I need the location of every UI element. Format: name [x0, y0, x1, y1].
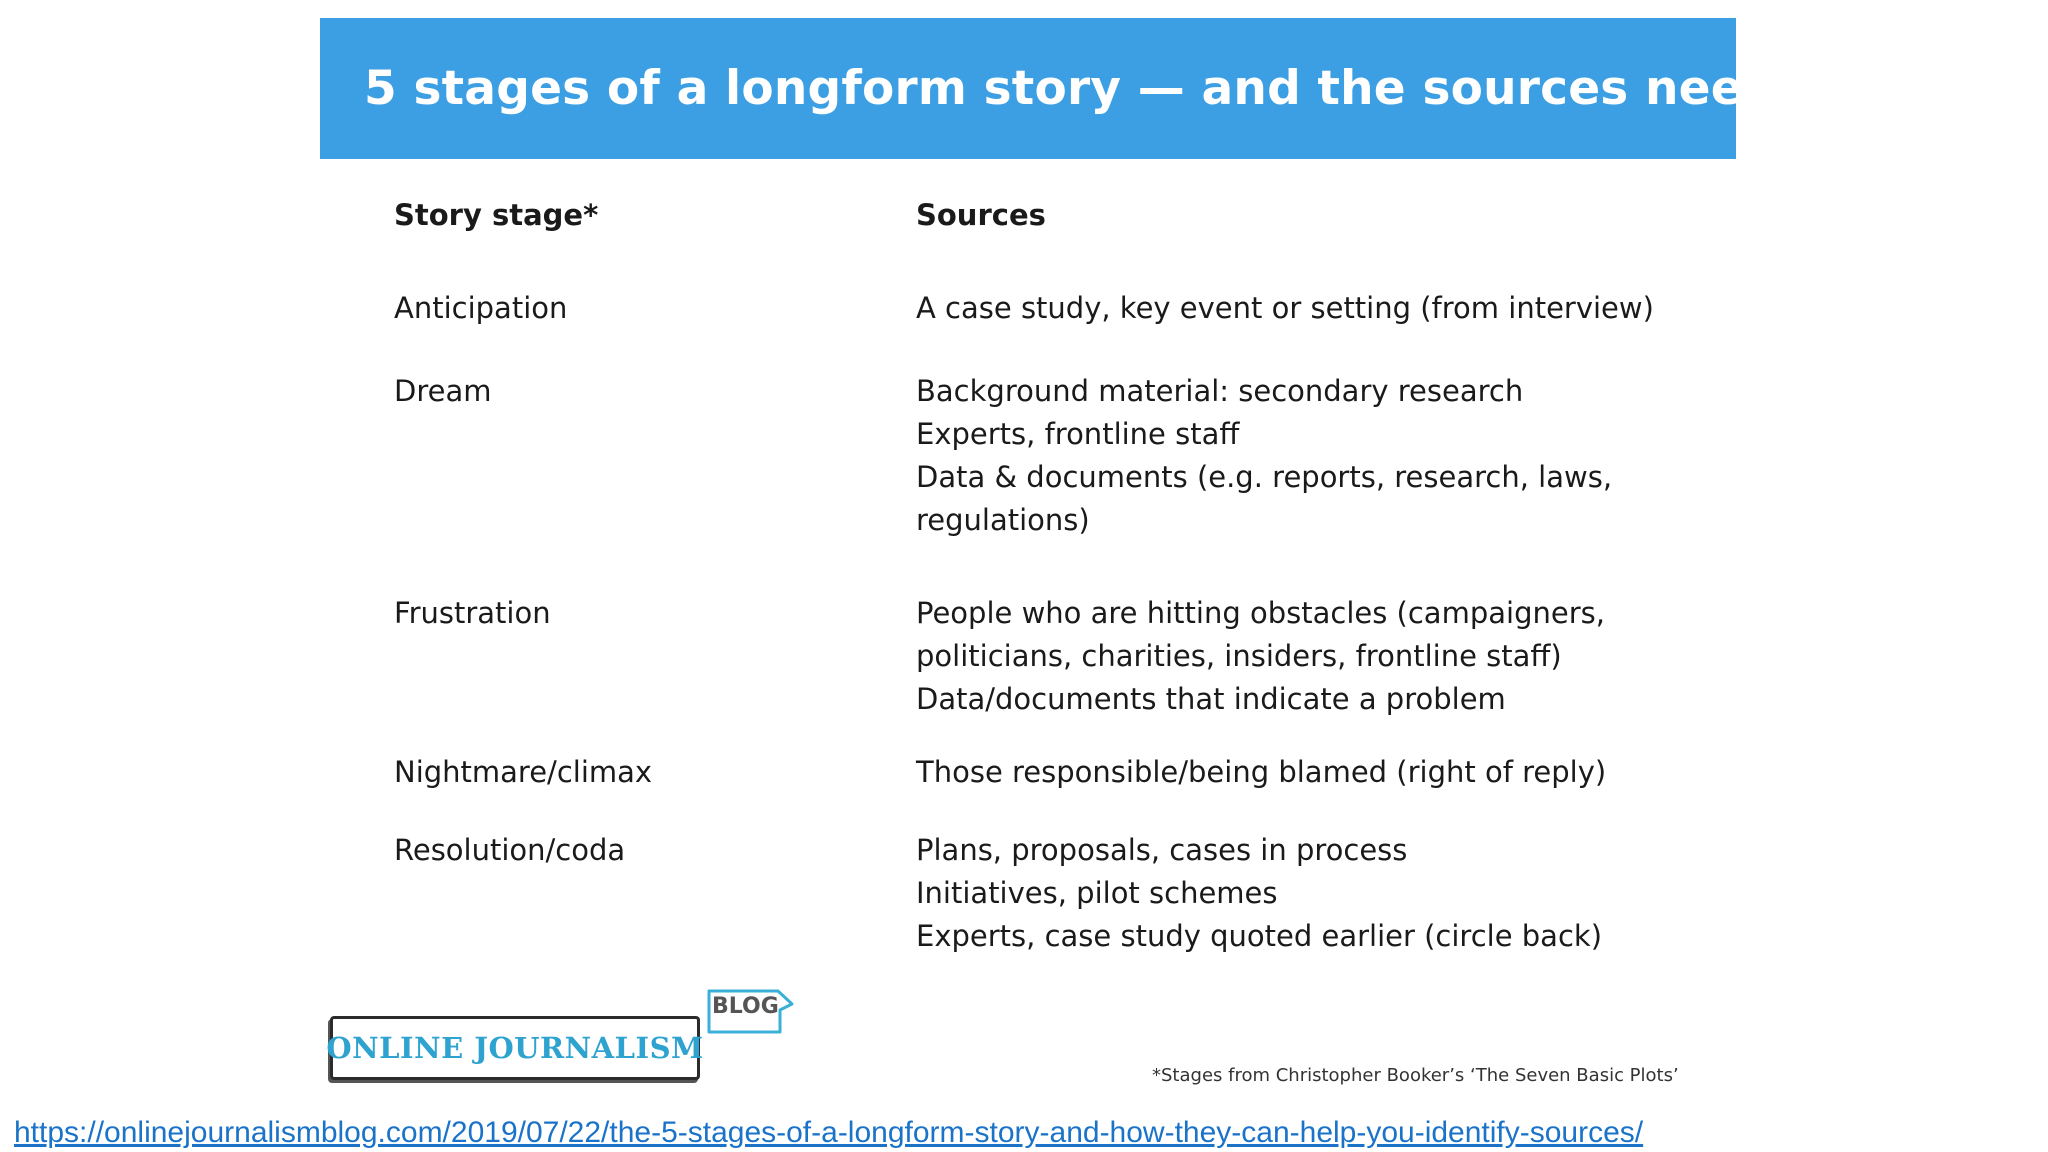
stage-dream: Dream — [394, 374, 492, 408]
source-line: Those responsible/being blamed (right of reply) — [916, 755, 1607, 789]
sources-nightmare-climax — [916, 751, 1694, 794]
header-story-stage: Story stage* — [394, 198, 599, 232]
slide-title: 5 stages of a longform story — and the sources needed — [364, 61, 1843, 116]
source-line: Data & documents (e.g. reports, research, laws, — [916, 460, 1613, 494]
stage-anticipation: Anticipation — [394, 291, 568, 325]
title-banner — [320, 18, 1843, 159]
footnote: *Stages from Christopher Booker’s ‘The Seven Basic Plots’ — [1152, 1065, 1679, 1086]
logo-blog-text: BLOG — [712, 994, 779, 1019]
source-line: Data/documents that indicate a problem — [916, 682, 1506, 716]
source-line: regulations) — [916, 503, 1090, 537]
stage-nightmare-climax: Nightmare/climax — [394, 755, 653, 789]
stage-table — [394, 194, 1694, 958]
table-row — [394, 370, 1694, 542]
sources-frustration — [916, 592, 1694, 721]
logo-main-box — [326, 1016, 704, 1080]
stage-resolution-coda: Resolution/coda — [394, 833, 626, 867]
table-row — [394, 751, 1694, 794]
source-line: Experts, case study quoted earlier (circle back) — [916, 919, 1603, 953]
logo-blog-badge — [706, 988, 788, 1034]
table-row — [394, 592, 1694, 721]
source-line: Experts, frontline staff — [916, 417, 1240, 451]
source-line: politicians, charities, insiders, frontline staff) — [916, 639, 1562, 673]
source-line: A case study, key event or setting (from interview) — [916, 291, 1654, 325]
table-header — [394, 194, 1694, 237]
table-row — [394, 829, 1694, 958]
table-row — [394, 287, 1694, 330]
header-sources: Sources — [916, 198, 1046, 232]
source-url-link[interactable]: https://onlinejournalismblog.com/2019/07/22/the-5-stages-of-a-longform-story-and-how-they-can-help-you-identify-sources/ — [14, 1116, 1644, 1149]
stage-frustration: Frustration — [394, 596, 551, 630]
sources-anticipation — [916, 287, 1694, 330]
sources-dream — [916, 370, 1694, 542]
source-line: Initiatives, pilot schemes — [916, 876, 1278, 910]
source-line: People who are hitting obstacles (campaigners, — [916, 596, 1605, 630]
sources-resolution-coda — [916, 829, 1694, 958]
online-journalism-blog-logo — [326, 988, 810, 1088]
logo-main-text: ONLINE JOURNALISM — [326, 1031, 704, 1065]
source-line: Background material: secondary research — [916, 374, 1524, 408]
slide-card — [320, 18, 1843, 1086]
source-line: Plans, proposals, cases in process — [916, 833, 1408, 867]
